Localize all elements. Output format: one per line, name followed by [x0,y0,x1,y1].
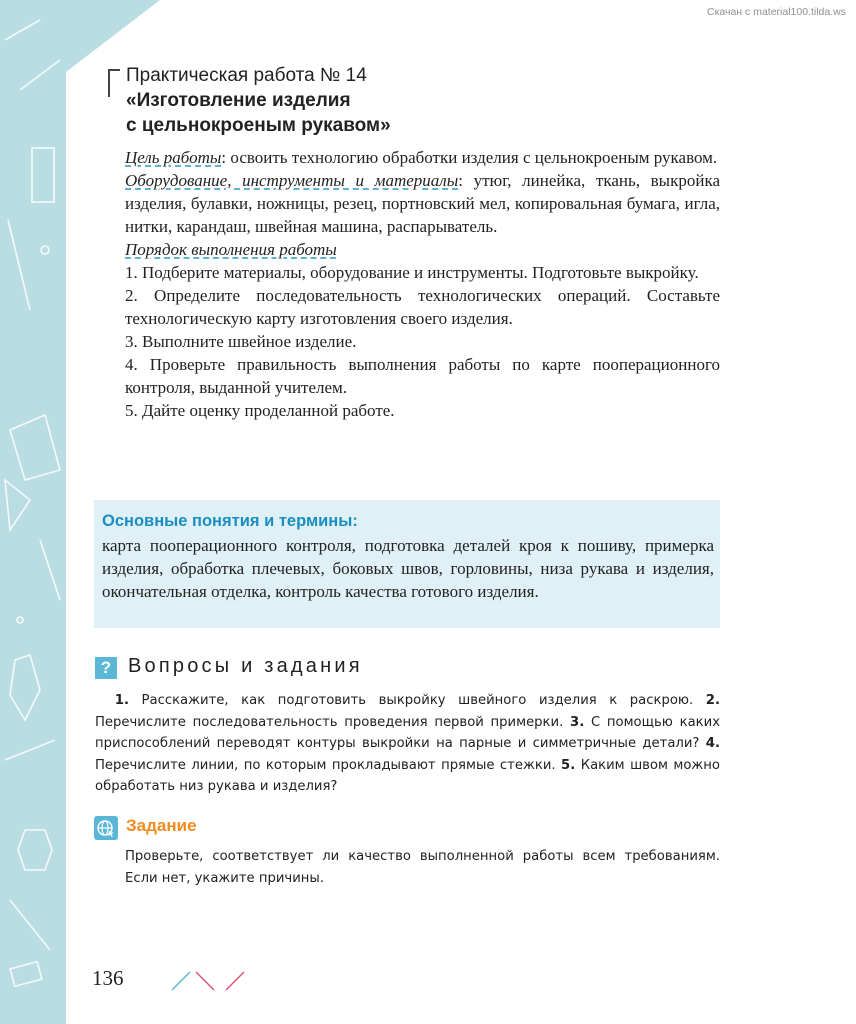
question-item: 4. Перечислите линии, по которым прокладывают прямые стежки. [95,736,720,773]
equipment-label: Оборудование, инструменты и материалы [125,171,459,190]
goal-text: : освоить технологию обработки изделия с цельнокроеным рукавом. [221,148,718,167]
title-line-1: Практическая работа № 14 [126,65,367,86]
order-label: Порядок выполнения работы [125,240,337,259]
question-item: 1. Расскажите, как подготовить выкройку швейного изделия к раскрою. [114,693,694,708]
order-heading [125,238,720,261]
goal-label: Цель работы [125,148,222,167]
footer-stroke-decoration [170,968,260,992]
title-bracket-decoration [108,69,120,97]
questions-list [95,690,720,798]
key-terms-text: карта пооперационного контроля, подготовка деталей кроя к пошиву, примерка изделия, обработка плечевых, боковых швов, горловины, низа рукава и изделия, окончательная отделка, контроль качества готового изделия. [102,536,714,601]
equipment-paragraph [125,169,720,238]
task-text: Проверьте, соответствует ли качество выполненной работы всем требованиям. Если нет, укажите причины. [125,849,720,886]
work-description [125,146,720,422]
step-item: 2. Определите последовательность технологических операций. Составьте технологическую карту изготовления своего изделия. [125,286,720,328]
task-title: Задание [126,816,197,835]
globe-icon [94,816,118,840]
page-number: 136 [92,966,124,990]
question-item: 3. С помощью каких приспособлений переводят контуры выкройки на парные и симметричные детали? [95,714,721,751]
question-mark-icon: ? [95,657,117,679]
step-item: 3. Выполните швейное изделие. [125,332,357,351]
step-item: 4. Проверьте правильность выполнения работы по карте пооперационного контроля, выданной учителем. [125,355,720,397]
download-source-watermark: Скачан с material100.tilda.ws [706,6,846,18]
question-item: 5. Каким швом можно обработать низ рукава и изделия? [95,757,720,794]
title-line-3: с цельнокроеным рукавом» [126,115,391,136]
title-line-2: «Изготовление изделия [126,90,351,111]
step-item: 1. Подберите материалы, оборудование и инструменты. Подготовьте выкройку. [125,263,699,282]
side-pattern-decoration [0,0,66,1024]
key-terms-box [94,500,720,628]
equipment-text: : утюг, линейка, ткань, выкройка изделия, булавки, ножницы, резец, портновский мел, копировальная бумага, игла, нитки, карандаш, швейная машина, распарыватель. [125,171,720,236]
question-item: 2. Перечислите последовательность проведения первой примерки. [95,693,720,730]
key-terms-title: Основные понятия и термины: [102,512,358,530]
goal-paragraph [125,146,720,169]
questions-title: Вопросы и задания [128,655,363,677]
step-item: 5. Дайте оценку проделанной работе. [125,401,395,420]
